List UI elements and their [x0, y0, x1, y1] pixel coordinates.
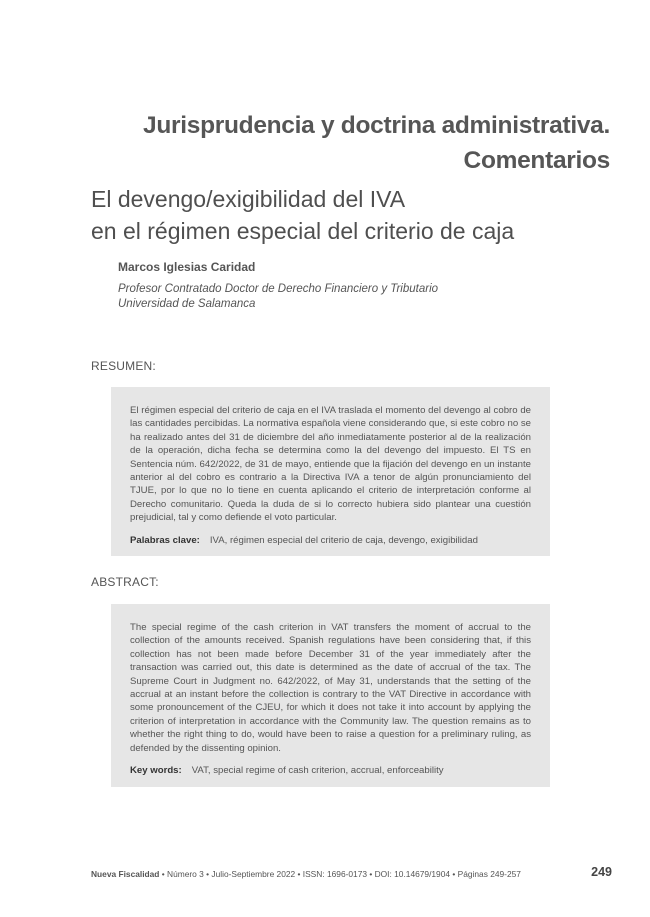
resumen-heading: RESUMEN:	[91, 359, 156, 373]
keywords-value: VAT, special regime of cash criterion, accrual, enforceability	[191, 765, 444, 777]
resumen-text: El régimen especial del criterio de caja en el IVA traslada el momento del devengo al cobro de las cantidades percibidas. La normativa española viene considerando que, si este cobro no se ha realizado antes del 31 de diciembre del año inmediatamente posterior al de la realización de la operación, dicha fecha se determina como la del devengo del impuesto. El TS en Sentencia núm. 642/2022, de 31 de mayo, entiende que la fijación del devengo en un instante anterior al del cobro es contrario a la Directiva IVA a tenor de algún pronunciamiento del TJUE, por lo que no lo tiene en cuenta aplicando el criterio de interpretación conforme al Derecho comunitario. Queda la duda de si lo correcto hubiera sido plantear una cuestión prejudicial, tal y como defiende el voto particular.	[130, 405, 531, 524]
journal-details: • Número 3 • Julio-Septiembre 2022 • ISSN: 1696-0173 • DOI: 10.14679/1904 • Páginas 249-257	[159, 869, 521, 879]
page-number: 249	[591, 865, 612, 879]
author-affiliation	[118, 282, 538, 312]
abstract-heading: ABSTRACT:	[91, 575, 159, 589]
journal-name: Nueva Fiscalidad	[91, 869, 160, 879]
author-institution: Universidad de Salamanca	[118, 298, 256, 310]
article-title-line2: en el régimen especial del criterio de caja	[91, 218, 515, 244]
section-title-line1: Jurisprudencia y doctrina administrativa.	[143, 112, 610, 139]
article-title	[91, 183, 611, 247]
section-title-line2: Comentarios	[463, 147, 610, 174]
keywords-label: Palabras clave:	[130, 534, 200, 546]
abstract-text: The special regime of the cash criterion in VAT transfers the moment of accrual to the collection of the amounts received. Spanish regulations have been considering that, if this collection has not been made before December 31 of the year immediately after the transaction was carried out, this date is determined as the date of accrual of the tax. The Supreme Court in Judgment no. 642/2022, of May 31, understands that the setting of the accrual at an instant before the collection is contrary to the VAT Directive in accordance with some pronouncement of the CJEU, for which it does not take it into account by applying the criterion of interpretation in accordance with the Community law. The question remains as to whether the right thing to do, would have been to raise a question for a preliminary ruling, as defended by the dissenting opinion.	[130, 622, 531, 754]
resumen-keywords	[130, 534, 531, 547]
resumen-box	[111, 387, 550, 556]
section-title	[50, 108, 610, 178]
article-title-line1: El devengo/exigibilidad del IVA	[91, 186, 406, 212]
author-position: Profesor Contratado Doctor de Derecho Financiero y Tributario	[118, 283, 439, 295]
abstract-box	[111, 604, 550, 787]
abstract-keywords	[130, 764, 531, 777]
author-name: Marcos Iglesias Caridad	[118, 260, 256, 274]
keywords-label: Key words:	[130, 765, 182, 777]
footer	[91, 868, 611, 880]
keywords-value: IVA, régimen especial del criterio de caja, devengo, exigibilidad	[209, 534, 478, 546]
